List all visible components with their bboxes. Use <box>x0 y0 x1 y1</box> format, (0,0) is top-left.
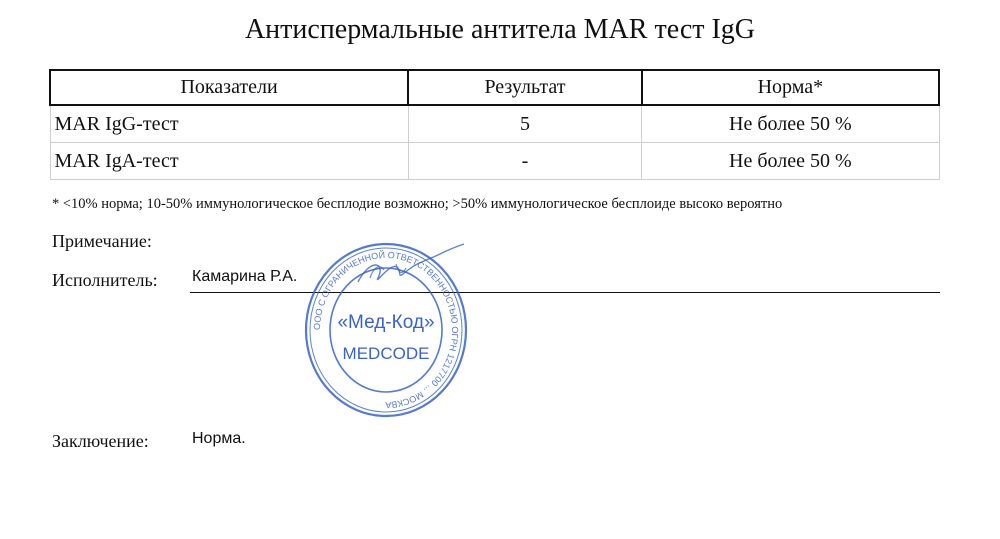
stamp-latin: MEDCODE <box>342 344 430 363</box>
cell-result: - <box>408 143 642 180</box>
table-row <box>50 105 939 143</box>
results-table <box>49 69 940 180</box>
footnote: * <10% норма; 10-50% иммунологическое бесплодие возможно; >50% иммунологическое бесплоиде высоко вероятно <box>52 196 783 212</box>
cell-indicator: MAR IgG-тест <box>50 105 408 143</box>
cell-norm: Не более 50 % <box>642 105 939 143</box>
note-label: Примечание: <box>52 231 152 251</box>
header-indicator: Показатели <box>50 70 408 105</box>
cell-indicator: MAR IgA-тест <box>50 143 408 180</box>
table-row <box>50 143 939 180</box>
cell-result: 5 <box>408 105 642 143</box>
conclusion-value: Норма. <box>192 430 246 447</box>
cell-norm: Не более 50 % <box>642 143 939 180</box>
header-norm: Норма* <box>642 70 939 105</box>
executor-label: Исполнитель: <box>52 270 158 290</box>
page-title: Антиспермальные антитела MAR тест IgG <box>244 14 756 45</box>
stamp-name: «Мед-Код» <box>337 312 435 333</box>
header-result: Результат <box>408 70 642 105</box>
executor-value: Камарина Р.А. <box>192 268 298 285</box>
stamp-seal <box>300 240 472 420</box>
table-header-row <box>50 70 939 105</box>
stamp-ring-text: ООО С ОГРАНИЧЕННОЙ ОТВЕТСТВЕННОСТЬЮ ОГРН 1217700 ... МОСКВА <box>311 249 461 411</box>
conclusion-label: Заключение: <box>52 431 149 451</box>
